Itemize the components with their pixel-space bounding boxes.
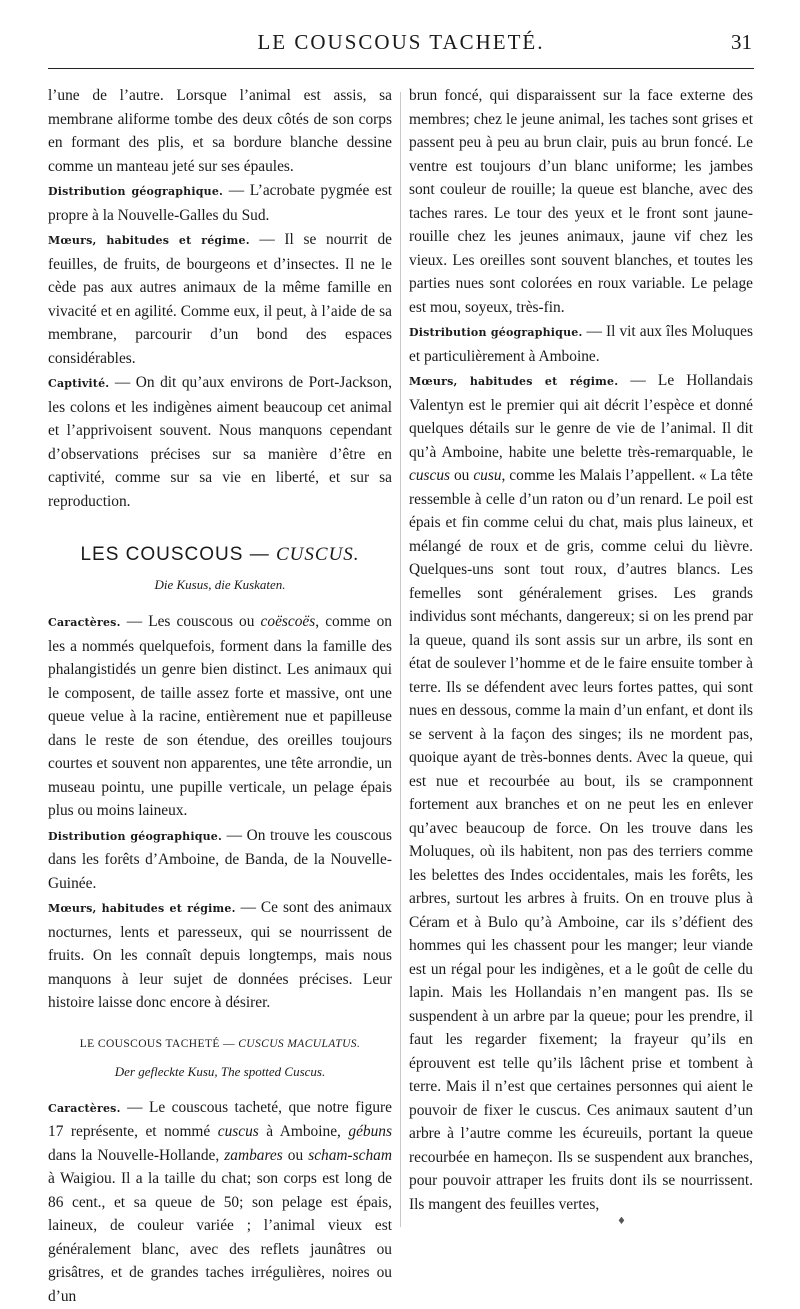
right-column bbox=[409, 84, 753, 1217]
running-title: LE COUSCOUS TACHETÉ. bbox=[257, 30, 545, 54]
paragraph: Captivité. — On dit qu’aux environs de Port-Jackson, les colons et les indigènes aiment beaucoup cet animal et l’apprivoisent souvent. Nous manquons cependant d’observations précises sur sa manière d’être en captivité, comme sur sa vie en liberté, et sur sa reproduction. bbox=[48, 374, 392, 510]
paragraph-lead: Distribution géographique. bbox=[409, 326, 583, 339]
paragraph: Mœurs, habitudes et régime. — Ce sont des animaux nocturnes, lents et paresseux, qui se nourrissent de fruits. On les connaît depuis longtemps, mais nous manquons à leur sujet de données précises. Leur histoire laisse donc encore à désirer. bbox=[48, 899, 392, 1011]
subsection-title: LE COUSCOUS TACHETÉ — CUSCUS MACULATUS. bbox=[79, 1037, 361, 1050]
paragraph: Distribution géographique. — On trouve les couscous dans les forêts d’Amboine, de Banda, de la Nouvelle-Guinée. bbox=[48, 826, 392, 892]
section-title: LES COUSCOUS — CUSCUS. bbox=[80, 544, 360, 565]
running-header bbox=[48, 22, 754, 69]
paragraph: Distribution géographique. — L’acrobate pygmée est propre à la Nouvelle-Galles du Sud. bbox=[48, 182, 392, 224]
subsection-subtitle: Der gefleckte Kusu, The spotted Cuscus. bbox=[114, 1064, 326, 1079]
page-number: 31 bbox=[731, 30, 752, 54]
paragraph-lead: Distribution géographique. bbox=[48, 185, 224, 198]
paragraph: Mœurs, habitudes et régime. — Il se nourrit de feuilles, de fruits, de bourgeons et d’insectes. Il ne le cède pas aux autres animaux de la même famille en vivacité et en agilité. Comme eux, il peut, à l’aide de sa membrane, parcourir d’un bond des espaces considérables. bbox=[48, 231, 392, 367]
left-column bbox=[48, 84, 392, 1309]
paragraph: l’une de l’autre. Lorsque l’animal est assis, sa membrane aliforme tombe des deux côtés de son corps en formant des plis, et sa bordure blanche dessine comme un manteau jeté sur ses épaules. bbox=[48, 87, 392, 175]
paragraph-lead: Caractères. bbox=[48, 1101, 121, 1115]
section-subtitle: Die Kusus, die Kuskaten. bbox=[154, 576, 286, 592]
paragraph-lead: Distribution géographique. bbox=[48, 829, 223, 843]
paragraph-lead: Captivité. bbox=[48, 377, 110, 390]
paragraph-lead: Caractères. bbox=[48, 616, 121, 629]
paragraph-lead: Mœurs, habitudes et régime. bbox=[48, 902, 236, 915]
column-gutter bbox=[400, 92, 401, 1227]
paragraph: Caractères. — Le couscous tacheté, que notre figure 17 représente, et nommé cuscus à Amboine, gébuns dans la Nouvelle-Hollande, zambares ou scham-scham à Waigiou. Il a la taille du chat; son corps est long de 86 cent., et sa queue de 50; son pelage est épais, laineux, de couleur variée ; l’animal vieux est généralement blanc, avec des reflets jaunâtres ou grisâtres, et de grandes taches irrégulières, noires ou d’un bbox=[48, 1098, 392, 1305]
paragraph: Distribution géographique. — Il vit aux îles Moluques et particulièrement à Amboine. bbox=[409, 323, 753, 365]
paragraph-lead: Mœurs, habitudes et régime. bbox=[48, 234, 250, 247]
footer-mark: ♦ bbox=[617, 1216, 626, 1227]
paragraph: Caractères. — Les couscous ou coëscoës, comme on les a nommés quelquefois, forment dans la famille des phalangistidés un genre bien distinct. Les animaux qui le composent, de taille assez forte et massive, ont une queue velue à la racine, entièrement nue et papilleuse dans le reste de son étendue, des oreilles toujours courtes et souvent non apparentes, une tête arrondie, un museau pointu, une pupille verticale, un pelage épais plus ou moins laineux. bbox=[48, 613, 392, 819]
paragraph: Mœurs, habitudes et régime. — Le Hollandais Valentyn est le premier qui ait décrit l’espèce et donné quelques détails sur le genre de vie de l’animal. Il dit qu’à Amboine, habite une belette très-remarquable, le cuscus ou cusu, comme les Malais l’appellent. « La tête ressemble à celle d’un raton ou d’un renard. Le poil est épais et fin comme celui du chat, mais plus laineux, et mélangé de roux et de gris, comme celui du lièvre. Quelques-uns sont tout roux, d’autres blancs. Les femelles sont généralement grises. Les grands individus sont méchants, dangereux; si on les prend par la queue, quand ils sont assis sur un arbre, ils sont en état de soulever l’homme et de le faire ensuite tomber à terre. Ils se défendent avec leurs fortes pattes, qui sont nues en dessous, comme la main d’un enfant, et dont ils se servent à la façon des singes; ils ne mordent pas, quoique ayant de très-bonnes dents. Avec la queue, qui est nue et recourbée au bout, ils se cramponnent fortement aux branches et on ne peut les en enlever qu’avec beaucoup de force. On les trouve dans les Moluques, où ils habitent, non pas des terriers comme les belettes des Indes occidentales, mais les forêts, les arbres, surtout les arbres à fruits. On en trouve plus à Céram et à Bulo qu’à Amboine, car ils s’défient des hommes qui les chassent pour les manger; leur viande est un régal pour les indigènes, et a le goût de celle du lapin. Mais les Hollandais n’en mangent pas. Ils se suspendent à un arbre par la queue; pour les prendre, il faut les regarder fixement; la frayeur qu’ils en éprouvent est telle qu’ils lâchent prise et tombent à terre. Mais il n’est que certaines personnes qui aient le pouvoir de fixer le cuscus. Ces animaux sautent d’un arbre à l’autre comme les écureuils, portant la queue recourbée en hameçon. Ils se suspendent aux branches, pour pouvoir attraper les fruits dont ils se nourrissent. Ils mangent des feuilles vertes, bbox=[409, 372, 753, 1213]
paragraph-lead: Mœurs, habitudes et régime. bbox=[409, 375, 619, 388]
paragraph: brun foncé, qui disparaissent sur la face externe des membres; chez le jeune animal, les taches sont grises et passent peu à peu au brun clair, puis au brun foncé. Le ventre est toujours d’un blanc uniforme; les jambes sont couleur de rouille; la queue est blanche, avec des taches rares. Le tour des yeux et le front sont jaune-rouille chez les jeunes animaux, jaune vif chez les vieux. Les oreilles sont souvent blanches, et toutes les parties nues sont colorées en roux variable. Le pelage est mou, soyeux, très-fin. bbox=[409, 87, 753, 316]
